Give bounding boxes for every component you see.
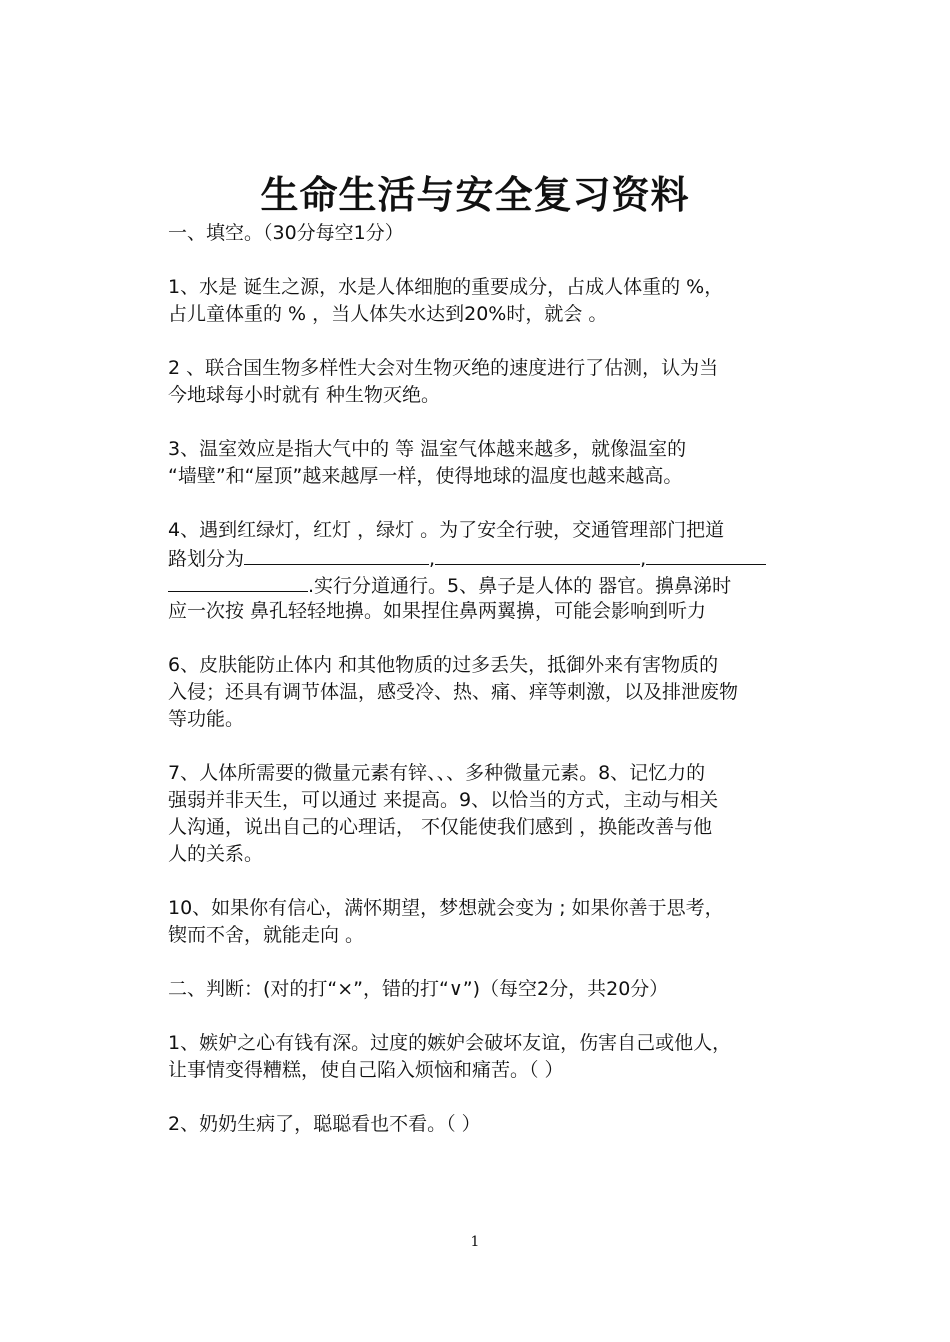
blank-separator: , bbox=[429, 548, 436, 570]
question-line: 强弱并非天生，可以通过 来提高。9、以恰当的方式，主动与相关 bbox=[168, 789, 719, 811]
answer-blank bbox=[646, 544, 766, 565]
question-fill-1 bbox=[168, 274, 798, 328]
section-heading-fill-in: 一、填空。（30分每空1分） bbox=[168, 222, 404, 244]
question-line: 锲而不舍，就能走向 。 bbox=[168, 924, 365, 946]
question-fill-10 bbox=[168, 895, 798, 949]
question-line: 入侵；还具有调节体温，感受冷、热、痛、痒等刺激，以及排泄废物 bbox=[168, 681, 739, 703]
question-text: .实行分道通行。5、鼻子是人体的 器官。擤鼻涕时 bbox=[308, 575, 732, 597]
question-line: 1、嫉妒之心有钱有深。过度的嫉妒会破坏友谊，伤害自己或他人， bbox=[168, 1032, 732, 1054]
question-line-with-blanks bbox=[168, 571, 798, 598]
question-fill-7 bbox=[168, 760, 798, 868]
question-line: 7、人体所需要的微量元素有锌、、、多种微量元素。8、记忆力的 bbox=[168, 762, 706, 784]
question-line: 占儿童体重的 % ，当人体失水达到20%时，就会 。 bbox=[168, 303, 608, 325]
question-line: 4、遇到红绿灯，红灯 ，绿灯 。为了安全行驶，交通管理部门把道 bbox=[168, 519, 725, 541]
question-line: 应一次按 鼻孔轻轻地擤。如果捏住鼻两翼擤，可能会影响到听力 bbox=[168, 600, 707, 622]
blank-separator: , bbox=[640, 548, 647, 570]
question-judge-1 bbox=[168, 1030, 798, 1084]
question-judge-2 bbox=[168, 1111, 798, 1138]
question-text: 路划分为 bbox=[168, 548, 245, 570]
question-line: 今地球每小时就有 种生物灭绝。 bbox=[168, 384, 441, 406]
question-line: 3、温室效应是指大气中的 等 温室气体越来越多，就像温室的 bbox=[168, 438, 687, 460]
question-line: 6、皮肤能防止体内 和其他物质的过多丢失，抵御外来有害物质的 bbox=[168, 654, 719, 676]
question-line: 等功能。 bbox=[168, 708, 245, 730]
question-line-with-blanks bbox=[168, 544, 798, 571]
answer-blank bbox=[168, 571, 308, 592]
answer-blank bbox=[244, 544, 429, 565]
document-body bbox=[168, 220, 798, 1165]
question-line: 2、奶奶生病了，聪聪看也不看。（ ） bbox=[168, 1113, 481, 1135]
question-fill-2 bbox=[168, 355, 798, 409]
question-line: 2 、联合国生物多样性大会对生物灭绝的速度进行了估测，认为当 bbox=[168, 357, 719, 379]
question-line: “墙壁”和“屋顶”越来越厚一样，使得地球的温度也越来越高。 bbox=[168, 465, 683, 487]
question-line: 人沟通，说出自己的心理话， 不仅能使我们感到 ，换能改善与他 bbox=[168, 816, 713, 838]
question-fill-6 bbox=[168, 652, 798, 733]
question-line: 让事情变得糟糕，使自己陷入烦恼和痛苦。（ ） bbox=[168, 1059, 564, 1081]
question-fill-3 bbox=[168, 436, 798, 490]
document-title: 生命生活与安全复习资料 bbox=[260, 173, 690, 218]
section-heading-true-false: 二、判断：(对的打“×”，错的打“∨”)（每空2分，共20分） bbox=[168, 978, 669, 1000]
question-fill-4 bbox=[168, 517, 798, 625]
question-line: 1、水是 诞生之源，水是人体细胞的重要成分，占成人体重的 %， bbox=[168, 276, 724, 298]
question-line: 10、如果你有信心，满怀期望，梦想就会变为 ; 如果你善于思考， bbox=[168, 897, 724, 919]
question-line: 人的关系。 bbox=[168, 843, 264, 865]
page-number: 1 bbox=[470, 1234, 480, 1250]
answer-blank bbox=[435, 544, 640, 565]
